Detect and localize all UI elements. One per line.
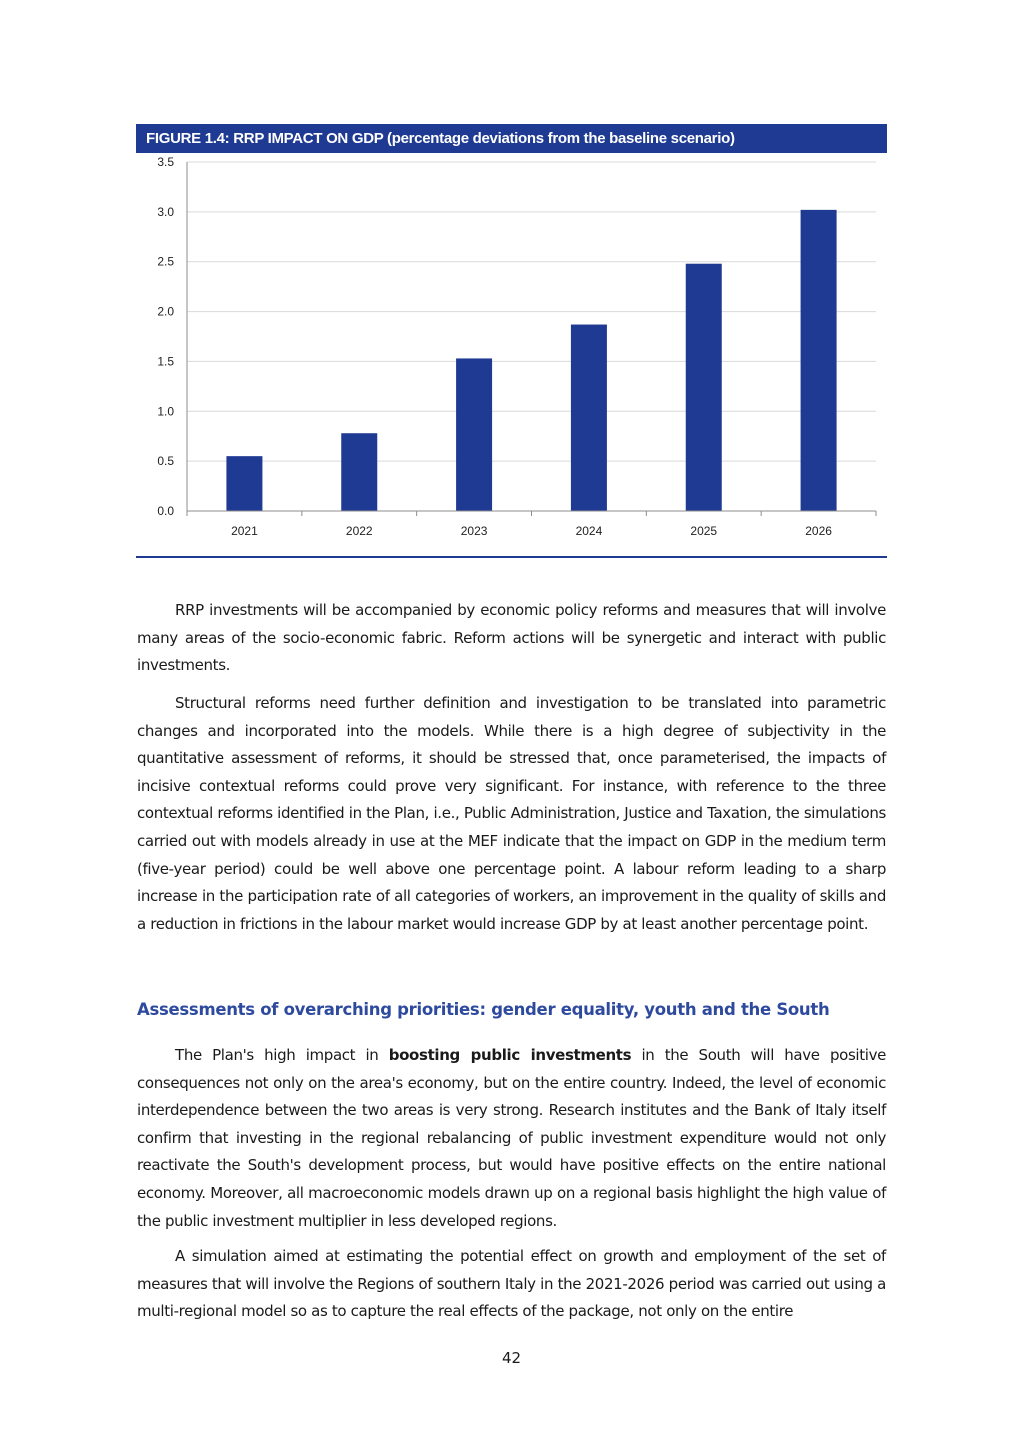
y-tick-label: 1.0 — [157, 404, 174, 419]
bar-2023 — [456, 358, 492, 511]
paragraph-3 — [137, 1042, 886, 1235]
section-heading: Assessments of overarching priorities: gender equality, youth and the South — [137, 1000, 830, 1019]
y-tick-label: 0.5 — [157, 454, 174, 469]
page-number: 42 — [501, 1349, 522, 1367]
y-tick-label: 2.0 — [157, 304, 174, 319]
figure-title: FIGURE 1.4: RRP IMPACT ON GDP (percentage deviations from the baseline scenario) — [136, 124, 887, 153]
x-tick-label: 2021 — [231, 524, 258, 538]
bar-2026 — [801, 210, 837, 511]
paragraph-3-start: The Plan's high impact in — [175, 1046, 389, 1064]
figure-bottom-rule — [136, 556, 887, 558]
paragraph-4: A simulation aimed at estimating the potential effect on growth and employment of the set of measures that will involve the Regions of southern Italy in the 2021-2026 period was carried out using a multi-regional model so as to capture the real effects of the package, not only on the entire — [137, 1247, 886, 1321]
y-axis-tick-labels — [157, 155, 174, 518]
x-tick-label: 2026 — [805, 524, 832, 538]
bar-2025 — [686, 264, 722, 511]
chart-gridlines — [187, 162, 876, 461]
chart-bars — [226, 210, 836, 511]
x-axis-tick-labels — [231, 524, 832, 538]
paragraph-3-emphasis: boosting public investments — [388, 1046, 632, 1064]
y-tick-label: 3.0 — [157, 204, 174, 219]
bar-2022 — [341, 433, 377, 511]
y-tick-label: 3.5 — [157, 155, 174, 169]
x-tick-label: 2024 — [575, 524, 603, 538]
paragraph-3-rest: in the South will have positive consequences not only on the area's economy, but on the entire country. Indeed, the level of economic interdependence between the two areas is very strong. Research institutes and the Bank of Italy itself confirm that investing in the regional rebalancing of public investment expenditure would not only reactivate the South's development process, but would have positive effects on the entire national economy. Moreover, all macroeconomic models drawn up on a regional basis highlight the high value of the public investment multiplier in less developed regions. — [137, 1046, 886, 1230]
gdp-bar-chart — [136, 153, 887, 553]
x-tick-label: 2023 — [460, 524, 488, 538]
y-tick-label: 0.0 — [157, 504, 174, 518]
x-tick-label: 2025 — [690, 524, 718, 538]
paragraph-2: Structural reforms need further definition and investigation to be translated into parametric changes and incorporated into the models. While there is a high degree of subjectivity in the quantitative assessment of reforms, it should be stressed that, once parameterised, the impacts of incisive contextual reforms could prove very significant. For instance, with reference to the three contextual reforms identified in the Plan, i.e., Public Administration, Justice and Taxation, the simulations carried out with models already in use at the MEF indicate that the impact on GDP in the medium term (five-year period) could be well above one percentage point. A labour reform leading to a sharp increase in the participation rate of all categories of workers, an improvement in the quality of skills and a reduction in frictions in the labour market would increase GDP by at least another percentage point. — [137, 694, 886, 933]
bar-2024 — [571, 325, 607, 511]
y-tick-label: 2.5 — [157, 254, 174, 269]
y-tick-label: 1.5 — [157, 354, 174, 369]
x-tick-label: 2022 — [345, 524, 373, 538]
paragraph-1: RRP investments will be accompanied by economic policy reforms and measures that will involve many areas of the socio-economic fabric. Reform actions will be synergetic and interact with public investments. — [137, 601, 886, 675]
bar-2021 — [226, 456, 262, 511]
chart-axes — [187, 162, 876, 516]
